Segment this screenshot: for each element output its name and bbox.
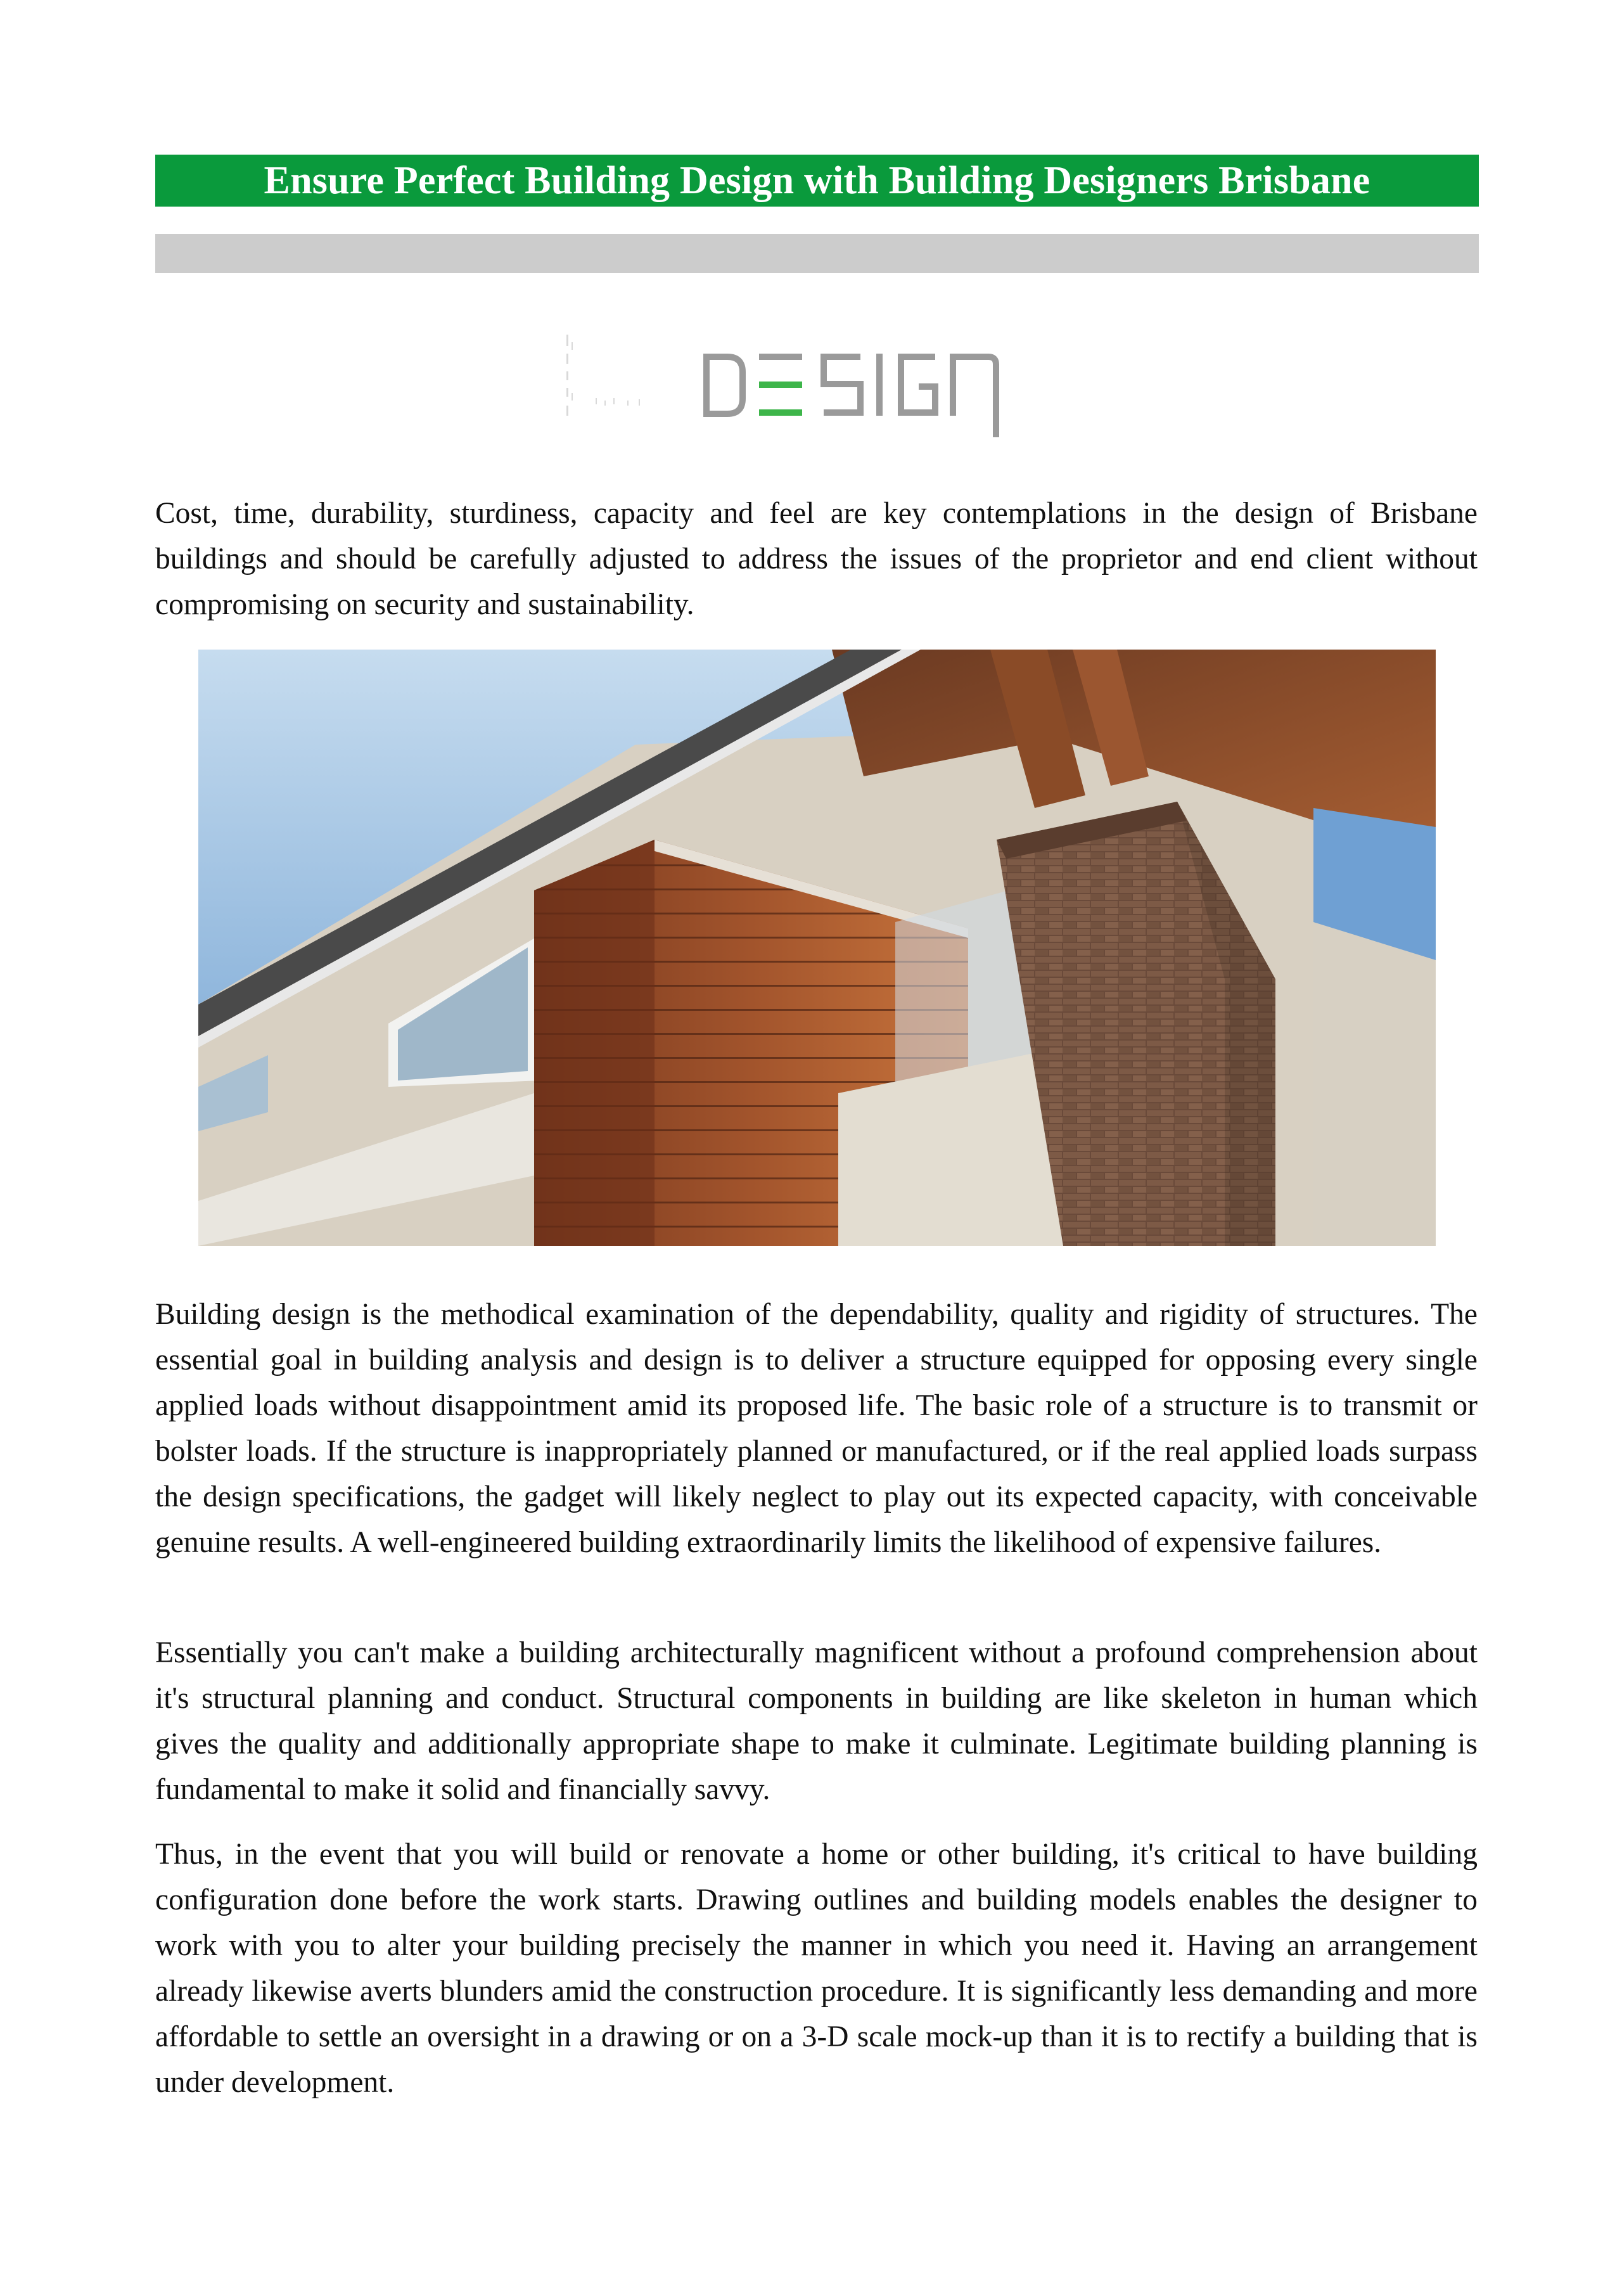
intro-paragraph: Cost, time, durability, sturdiness, capacity and feel are key contemplations in the design of Brisbane buildings and should be carefully adjusted to address the issues of the proprietor and end client without compromising on security and sustainability. <box>155 497 1478 621</box>
design-logo-graphic <box>558 317 1064 444</box>
body-paragraph-2: Essentially you can't make a building architecturally magnificent without a profound comprehension about it's structural planning and conduct. Structural components in building are like skeleton in human which gives the quality and additionally appropriate shape to make it culminate. Legitimate building planning is fundamental to make it solid and financially savvy. <box>155 1636 1478 1806</box>
design-logo <box>558 317 1064 444</box>
building-photo-graphic <box>198 650 1436 1246</box>
divider-bar <box>155 234 1479 273</box>
body-paragraph-1: Building design is the methodical examination of the dependability, quality and rigidity of structures. The essential goal in building analysis and design is to deliver a structure equipped for opposing every single applied loads without disappointment amid its proposed life. The basic role of a structure is to transmit or bolster loads. If the structure is inappropriately planned or manufactured, or if the real applied loads surpass the design specifications, the gadget will likely neglect to play out its expected capacity, with conceivable genuine results. A well-engineered building extraordinarily limits the likelihood of expensive failures. <box>155 1298 1478 1559</box>
body-paragraph-3: Thus, in the event that you will build or renovate a home or other building, it's critical to have building configuration done before the work starts. Drawing outlines and building models enables the designer to work with you to alter your building precisely the manner in which you need it. Having an arrangement already likewise averts blunders amid the construction procedure. It is significantly less demanding and more affordable to settle an oversight in a drawing or on a 3-D scale mock-up than it is to rectify a building that is under development. <box>155 1838 1478 2099</box>
title-banner <box>155 155 1479 207</box>
building-photo <box>198 650 1436 1246</box>
page-title: Ensure Perfect Building Design with Building Designers Brisbane <box>264 158 1370 202</box>
